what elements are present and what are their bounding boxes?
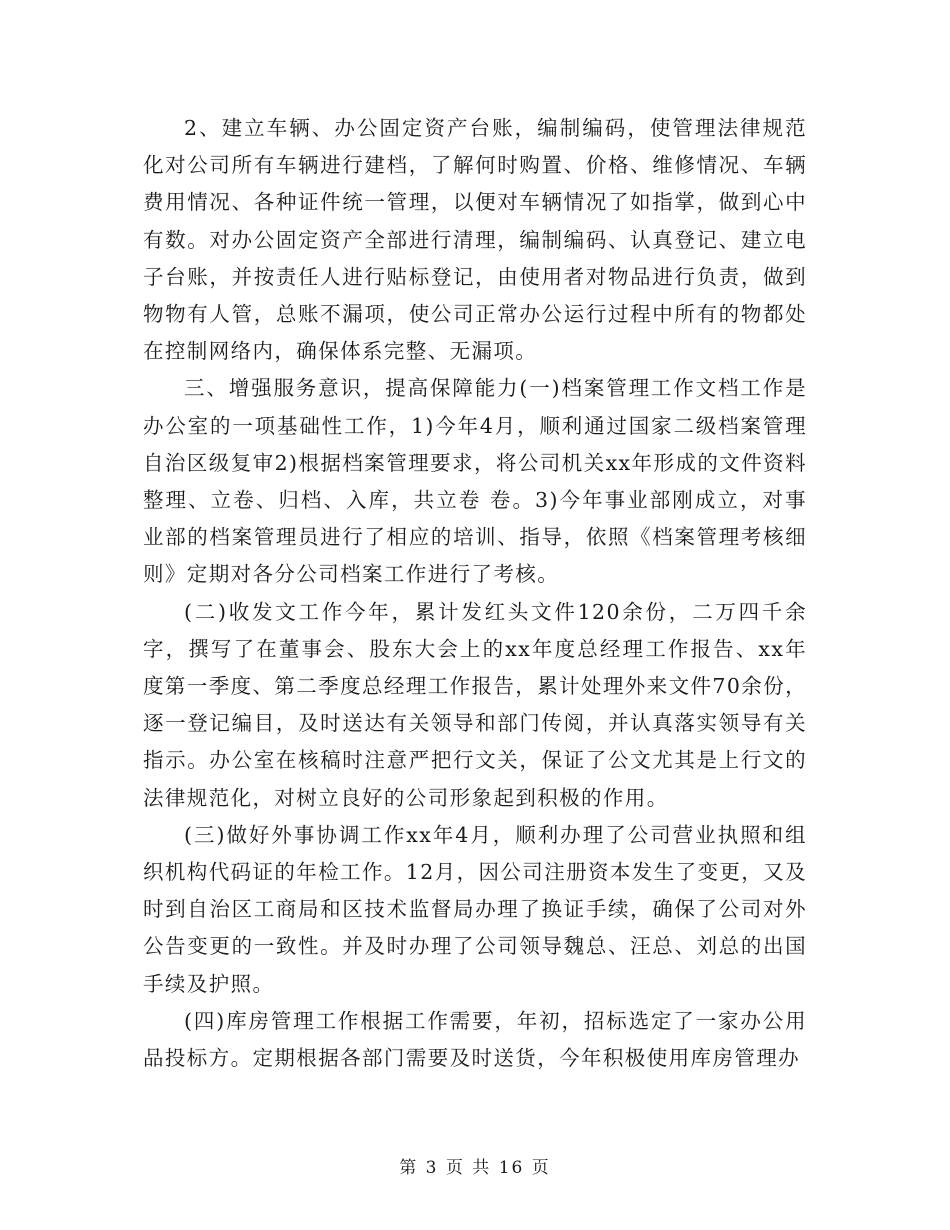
- paragraph-external-affairs: (三)做好外事协调工作xx年4月，顺利办理了公司营业执照和组织机构代码证的年检工作。12月，因公司注册资本发生了变更，又及时到自治区工商局和区技术监督局办理了换证手续，确保了公司对外公告变更的一致性。并及时办理了公司领导魏总、汪总、刘总的出国手续及护照。: [143, 822, 807, 996]
- document-body: [143, 110, 807, 1077]
- paragraph-warehouse-management: (四)库房管理工作根据工作需要，年初，招标选定了一家办公用品投标方。定期根据各部门需要及时送货，今年积极使用库房管理办: [143, 1008, 807, 1071]
- paragraph-fixed-assets-ledger: 2、建立车辆、办公固定资产台账，编制编码，使管理法律规范化对公司所有车辆进行建档，了解何时购置、价格、维修情况、车辆费用情况、各种证件统一管理，以便对车辆情况了如指掌，做到心中有数。对办公固定资产全部进行清理，编制编码、认真登记、建立电子台账，并按责任人进行贴标登记，由使用者对物品进行负责，做到物物有人管，总账不漏项，使公司正常办公运行过程中所有的物都处在控制网络内，确保体系完整、无漏项。: [143, 116, 807, 364]
- paragraph-document-dispatch: (二)收发文工作今年，累计发红头文件120余份，二万四千余字，撰写了在董事会、股东大会上的xx年度总经理工作报告、xx年度第一季度、第二季度总经理工作报告，累计处理外来文件70余份，逐一登记编目，及时送达有关领导和部门传阅，并认真落实领导有关指示。办公室在核稿时注意严把行文关，保证了公文尤其是上行文的法律规范化，对树立良好的公司形象起到积极的作用。: [143, 599, 807, 810]
- page-number-footer: 第 3 页 共 16 页: [399, 1158, 551, 1178]
- paragraph-archive-management: 三、增强服务意识，提高保障能力(一)档案管理工作文档工作是办公室的一项基础性工作，1)今年4月，顺利通过国家二级档案管理自治区级复审2)根据档案管理要求，将公司机关xx年形成的文件资料整理、立卷、归档、入库，共立卷 卷。3)今年事业部刚成立，对事业部的档案管理员进行了相应的培训、指导，依照《档案管理考核细则》定期对各分公司档案工作进行了考核。: [143, 376, 807, 587]
